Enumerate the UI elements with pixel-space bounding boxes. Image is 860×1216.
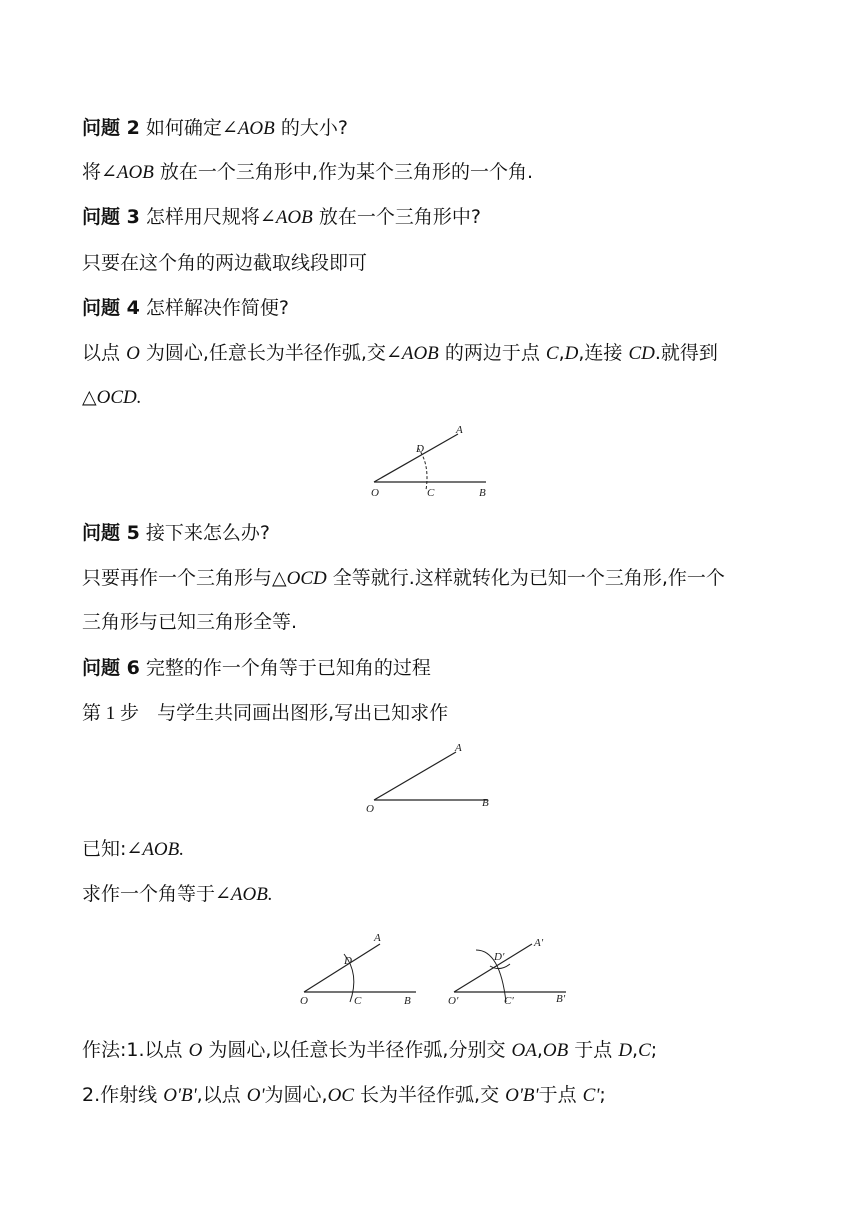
answer-5-text: 三角形与已知三角形全等.	[82, 611, 298, 633]
label-c-prime: C′	[504, 995, 514, 1007]
comma: ,	[558, 342, 565, 364]
label-o-prime: O′	[448, 995, 459, 1007]
label-o: O	[371, 487, 379, 499]
method-2-text: ,以点	[196, 1084, 241, 1106]
answer-4-text: 的两边于点	[444, 342, 540, 364]
angle-aob: ∠AOB.	[215, 884, 273, 905]
comma: ,	[536, 1039, 543, 1061]
label-b: B	[482, 797, 489, 809]
answer-5-line-1	[82, 566, 725, 591]
method-2-text: 长为半径作弧,交	[360, 1084, 500, 1106]
method-step-2	[82, 1083, 606, 1108]
method-2-text: 于点	[538, 1084, 577, 1106]
angle-aob: ∠AOB	[385, 343, 439, 364]
answer-4-text: 为圆心,任意长为半径作弧,交	[145, 342, 386, 364]
question-3-label: 问题 3	[82, 206, 140, 228]
method-2-text: 2.作射线	[82, 1084, 158, 1106]
ray-oa	[304, 944, 380, 992]
semicolon: ;	[650, 1039, 658, 1061]
question-5	[82, 521, 270, 545]
figure-construction-original	[294, 926, 424, 1010]
figure-angle-arc	[362, 418, 502, 502]
ray-o-b-prime: O'B'	[505, 1085, 539, 1106]
question-3	[82, 205, 481, 230]
answer-5-line-2	[82, 610, 297, 634]
point-o-prime: O'	[246, 1085, 265, 1106]
figure-construction-copy	[440, 926, 580, 1010]
construct	[82, 882, 273, 907]
question-2-text: 如何确定	[145, 117, 222, 139]
question-5-text: 接下来怎么办?	[145, 522, 270, 544]
question-5-label: 问题 5	[82, 522, 140, 544]
answer-4-text: ,连接	[578, 342, 623, 364]
method-1-text: 作法:1.以点	[82, 1039, 183, 1061]
label-d-prime: D′	[494, 951, 505, 963]
ray-o-b-prime: O'B'	[163, 1085, 197, 1106]
method-1-text: 于点	[574, 1039, 613, 1061]
label-b: B	[479, 487, 486, 499]
triangle-ocd: △OCD	[272, 568, 327, 589]
ray-oa	[374, 434, 458, 482]
segment-ob: OB	[542, 1040, 569, 1061]
question-3-text: 怎样用尺规将	[145, 206, 260, 228]
segment-cd: CD	[628, 343, 655, 364]
given	[82, 837, 184, 862]
angle-aob: ∠AOB	[101, 162, 154, 183]
answer-2-text-end: 放在一个三角形中,作为某个三角形的一个角.	[159, 161, 534, 183]
answer-3-text: 只要在这个角的两边截取线段即可	[82, 252, 368, 274]
question-3-text-end: 放在一个三角形中?	[318, 206, 481, 228]
label-b: B	[404, 995, 411, 1007]
question-6-label: 问题 6	[82, 657, 140, 679]
step-1-label: 第 1 步	[82, 703, 140, 724]
comma: ,	[632, 1039, 639, 1061]
angle-aob: ∠AOB.	[126, 839, 185, 860]
method-step-1	[82, 1038, 657, 1063]
question-2	[82, 116, 348, 141]
step-1-text: 与学生共同画出图形,写出已知求作	[157, 702, 449, 724]
question-4	[82, 296, 289, 320]
question-6-text: 完整的作一个角等于已知角的过程	[145, 657, 431, 679]
point-c: C	[545, 343, 559, 364]
label-a: A	[456, 424, 463, 436]
question-4-label: 问题 4	[82, 297, 140, 319]
ray-oa	[374, 752, 456, 800]
answer-4-line-1	[82, 341, 718, 366]
point-d: D	[618, 1040, 633, 1061]
label-o: O	[300, 995, 308, 1007]
label-a: A	[374, 932, 381, 944]
label-d: D	[416, 443, 424, 455]
label-a: A	[455, 742, 462, 754]
answer-3	[82, 251, 367, 275]
method-2-text: 为圆心,	[264, 1084, 328, 1106]
label-d: D	[344, 955, 352, 967]
label-c: C	[354, 995, 362, 1007]
triangle-ocd: △OCD.	[82, 387, 142, 408]
semicolon: ;	[599, 1084, 606, 1106]
answer-4-text: 以点	[82, 342, 121, 364]
segment-oa: OA	[511, 1040, 537, 1061]
label-c: C	[427, 487, 435, 499]
arc-d-prime	[490, 964, 510, 969]
segment-oc: OC	[327, 1085, 354, 1106]
question-4-text: 怎样解决作简便?	[145, 297, 289, 319]
figure-angle-aob	[360, 738, 500, 818]
angle-aob: ∠AOB	[221, 118, 275, 139]
answer-2	[82, 160, 533, 185]
method-1-text: 为圆心,以任意长为半径作弧,分别交	[208, 1039, 506, 1061]
label-a-prime: A′	[534, 937, 544, 949]
answer-4-text: .就得到	[654, 342, 718, 364]
answer-5-text: 全等就行.这样就转化为已知一个三角形,作一个	[332, 567, 725, 589]
point-c-prime: C'	[582, 1085, 600, 1106]
answer-4-line-2	[82, 385, 141, 410]
point-o: O	[126, 343, 140, 364]
label-b-prime: B′	[556, 993, 566, 1005]
answer-2-text: 将	[82, 161, 102, 183]
given-label: 已知:	[82, 838, 127, 860]
point-o: O	[188, 1040, 203, 1061]
question-6	[82, 656, 431, 680]
question-2-text-end: 的大小?	[280, 117, 348, 139]
answer-5-text: 只要再作一个三角形与	[82, 567, 273, 589]
construct-text: 求作一个角等于	[82, 883, 216, 905]
question-2-label: 问题 2	[82, 117, 140, 139]
angle-aob: ∠AOB	[259, 207, 313, 228]
step-1	[82, 701, 448, 726]
point-c: C	[638, 1040, 651, 1061]
point-d: D	[564, 343, 579, 364]
label-o: O	[366, 803, 374, 815]
